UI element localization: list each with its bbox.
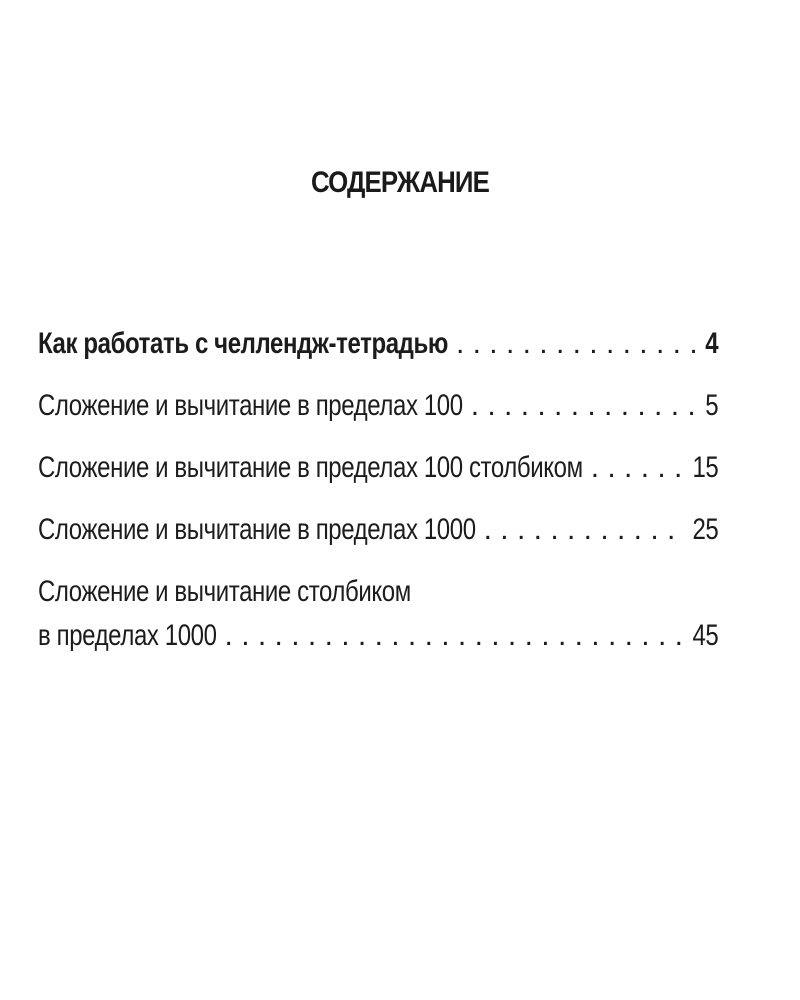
toc-entry-label: Как работать с челлендж-тетрадью [38, 327, 448, 360]
toc-entry-page: 15 [692, 451, 718, 484]
toc-dot-leader [456, 322, 698, 366]
toc-dot-leader [484, 508, 682, 552]
toc-dot-leader [591, 446, 682, 490]
toc-entry-page: 45 [692, 619, 718, 652]
toc-entry[interactable] [38, 322, 718, 366]
toc-entry-page: 5 [705, 389, 718, 422]
toc-entry-label: Сложение и вычитание в пределах 1000 [38, 513, 476, 546]
toc-dot-leader [471, 384, 698, 428]
toc-entry[interactable] [38, 570, 718, 658]
toc-dot-leader [225, 614, 682, 658]
toc-entry-label: Сложение и вычитание в пределах 100 столбиком [38, 451, 583, 484]
toc-entry-label-line1: Сложение и вычитание столбиком [38, 575, 411, 608]
page-title: СОДЕРЖАНИЕ [311, 166, 489, 199]
toc-entry-page: 25 [692, 513, 718, 546]
table-of-contents [38, 322, 718, 676]
toc-entry[interactable] [38, 446, 718, 490]
toc-entry[interactable] [38, 508, 718, 552]
toc-entry-label: Сложение и вычитание в пределах 100 [38, 389, 463, 422]
toc-entry[interactable] [38, 384, 718, 428]
toc-entry-page: 4 [705, 327, 718, 360]
toc-entry-label-line2: в пределах 1000 [38, 619, 217, 652]
